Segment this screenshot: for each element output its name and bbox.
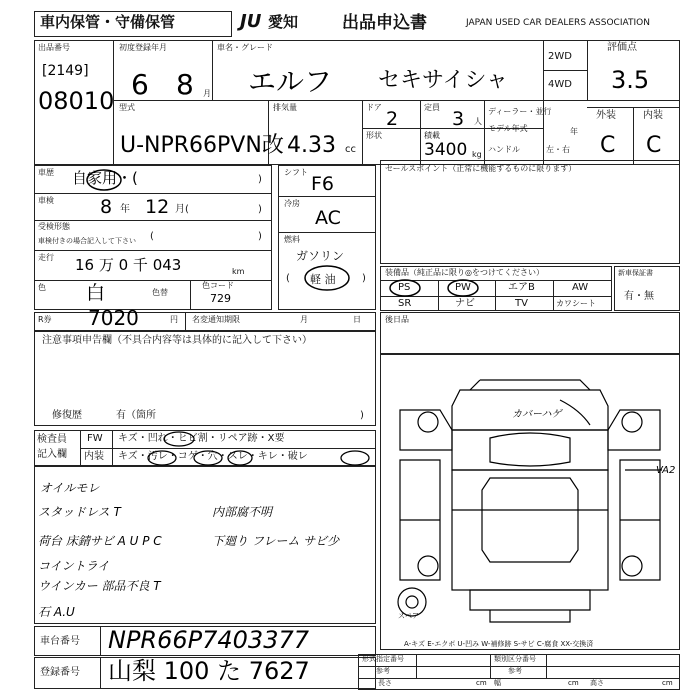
- registration-value: 山梨 100 た 7627: [108, 657, 310, 685]
- color-label: 色: [38, 283, 46, 292]
- doors-label: ドア: [366, 103, 382, 112]
- dent-circle: [162, 431, 196, 447]
- fuel-type: ガソリン: [296, 249, 345, 263]
- note-right-1: 内部腐不明: [212, 505, 273, 519]
- year-unit: 年: [570, 127, 578, 136]
- fuel-close: ): [362, 273, 366, 284]
- note-right-2: 下廻り フレーム サビ少: [212, 534, 340, 548]
- ref-2: 参考: [508, 667, 522, 675]
- repaint-label: 色替: [152, 288, 168, 297]
- equip-sr: SR: [398, 298, 412, 309]
- sales-point-label: セールスポイント（正常に機能するものに限ります）: [385, 164, 577, 173]
- inspection-interior-items: キズ・汚レ・コゲ・穴・スレ・キレ・破レ: [118, 451, 308, 462]
- model-year-label: モデル年式: [488, 124, 528, 133]
- capacity-value: 3: [452, 108, 465, 130]
- equip-seat: カワシート: [556, 299, 596, 308]
- storage-label: 車内保管・守備保管: [40, 13, 176, 31]
- mileage-label: 走行: [38, 253, 54, 262]
- width-cm: cm: [568, 679, 579, 687]
- ps-circle: [388, 279, 422, 297]
- shaken-year-unit: 年: [120, 204, 130, 215]
- car-grade: セキサイシャ: [378, 68, 509, 93]
- inspector-label: 検査員: [37, 434, 67, 445]
- ac-value: AC: [315, 207, 341, 229]
- after-market-block: [380, 312, 680, 354]
- height-label: 高さ: [590, 679, 604, 687]
- fuel-diesel: 軽 油: [310, 273, 336, 286]
- note-line-2: スタッドレス T: [38, 505, 121, 519]
- car-name-label: 車名・グレード: [217, 43, 273, 52]
- tax-label: R券: [38, 315, 52, 324]
- recipient-note: 車検付きの場合記入して下さい: [38, 237, 136, 245]
- note-line-5: ウインカー 部品不良 T: [38, 579, 161, 593]
- equip-pw: PW: [455, 282, 471, 293]
- shaken-label: 車検: [38, 196, 54, 205]
- diagram-note-1: カバーハゲ: [512, 409, 562, 420]
- repair-value: 有（箇所: [116, 410, 156, 421]
- shaken-month-unit: 月(: [175, 204, 189, 215]
- first-reg-month: 8: [176, 68, 194, 101]
- repair-label: 修復歴: [52, 410, 82, 421]
- recipient-close: ): [258, 231, 262, 242]
- color-code: 729: [210, 292, 231, 305]
- expiry-day: 日: [353, 315, 361, 324]
- kg-unit: kg: [472, 150, 482, 159]
- shift-label: シフト: [284, 168, 308, 177]
- diagram-note-2: VA2: [656, 465, 676, 476]
- history-value: 自家用・(: [72, 169, 138, 187]
- logo-icon: JU: [240, 11, 262, 32]
- damage-legend: A-キズ E-エクボ U-凹み W-補修跡 S-サビ C-腐食 XX-交換済: [404, 640, 594, 648]
- lot-number: 08010: [38, 87, 115, 115]
- interior-label: 内装: [643, 110, 663, 121]
- shift-value: F6: [311, 173, 335, 195]
- chassis-value: NPR66P7403377: [108, 626, 309, 654]
- fuel-circle: [302, 264, 352, 292]
- lot-code: [2149]: [42, 63, 89, 79]
- repair-close: ): [360, 410, 364, 421]
- equip-tv: TV: [515, 298, 528, 309]
- lot-label: 出品番号: [38, 43, 70, 52]
- fuel-open: (: [286, 273, 290, 284]
- fw-label: FW: [87, 433, 103, 444]
- expiry-month: 月: [300, 315, 308, 324]
- cc-unit: cc: [345, 144, 356, 155]
- shape-label: 形状: [366, 131, 382, 140]
- cert-label: 形式指定番号: [362, 655, 404, 663]
- first-reg-year: 6: [131, 68, 149, 101]
- displacement-value: 4.33: [287, 133, 336, 158]
- expiry-label: 名変通知期限: [192, 315, 240, 324]
- capacity-label: 定員: [424, 103, 440, 112]
- shaken-month: 12: [145, 196, 170, 218]
- ref-1: 参考: [376, 667, 390, 675]
- equip-aw: AW: [572, 282, 589, 293]
- form-title: 出品申込書: [342, 13, 427, 33]
- first-reg-label: 初度登録年月: [119, 43, 167, 52]
- recipient-label: 受検形態: [38, 222, 70, 231]
- load-label: 積載: [424, 131, 440, 140]
- model-label: 型式: [119, 103, 135, 112]
- association-name: JAPAN USED CAR DEALERS ASSOCIATION: [466, 18, 650, 28]
- after-market-label: 後日品: [385, 315, 409, 324]
- spare-label: スペア: [398, 612, 419, 620]
- dealer-label: ディーラー・並行: [488, 107, 552, 116]
- mileage-unit: km: [232, 267, 245, 276]
- interior-grade: C: [646, 133, 662, 158]
- shaken-close: ): [258, 204, 262, 215]
- notes-label: 注意事項申告欄（不具合内容等は具体的に記入して下さい）: [42, 335, 312, 346]
- note-line-3: 荷台 床錆サビ A U P C: [38, 534, 162, 548]
- fw-items: キズ・凹れ・ヒビ割・リペア跡・X要: [118, 433, 285, 444]
- chassis-label: 車台番号: [40, 636, 80, 647]
- capacity-unit: 人: [474, 117, 482, 126]
- note-line-4: コイントライ: [38, 559, 110, 573]
- exterior-grade: C: [600, 133, 616, 158]
- handle-options: 左・右: [546, 145, 570, 154]
- history-circle: [84, 167, 124, 193]
- drive-2wd: 2WD: [548, 51, 572, 62]
- width-label: 幅: [494, 679, 501, 687]
- rating-label: 評価点: [607, 42, 637, 53]
- history-close: ): [258, 174, 262, 185]
- shaken-year: 8: [100, 196, 113, 218]
- length-label: 長さ: [378, 679, 392, 687]
- sales-point-block: [380, 160, 680, 264]
- length-cm: cm: [476, 679, 487, 687]
- fuel-label: 燃料: [284, 235, 300, 244]
- note-line-6: 石 A.U: [38, 605, 75, 619]
- displacement-label: 排気量: [273, 103, 297, 112]
- registration-label: 登録番号: [40, 667, 80, 678]
- tax-unit: 円: [170, 315, 178, 324]
- equip-airbag: エアB: [508, 282, 535, 293]
- car-name: エルフ: [248, 65, 333, 98]
- note-line-1: オイルモレ: [40, 481, 100, 495]
- warranty-label: 新車保証書: [618, 269, 653, 277]
- recipient-open: (: [150, 231, 154, 242]
- color-code-label: 色コード: [202, 281, 234, 290]
- load-value: 3400: [424, 140, 468, 160]
- model-code: U-NPR66PVN改: [120, 133, 284, 158]
- exterior-label: 外装: [596, 110, 616, 121]
- ac-label: 冷房: [284, 199, 300, 208]
- history-label: 車歴: [38, 168, 54, 177]
- inspection-interior-label: 内装: [84, 451, 104, 462]
- color-value: 白: [86, 282, 106, 304]
- equip-ps: PS: [398, 282, 411, 293]
- org-name: 愛知: [268, 13, 299, 31]
- month-unit: 月: [203, 89, 211, 98]
- height-cm: cm: [662, 679, 673, 687]
- entry-label: 記入欄: [37, 449, 67, 460]
- warranty-value: 有・無: [624, 291, 654, 302]
- pw-circle: [446, 279, 480, 297]
- equipment-label: 装備品（純正品に限り◎をつけてください）: [385, 268, 544, 277]
- handle-label: ハンドル: [488, 145, 520, 154]
- drive-4wd: 4WD: [548, 79, 572, 90]
- tax-value: 7020: [88, 306, 139, 330]
- doors-value: 2: [386, 108, 399, 130]
- interior-marks: [130, 449, 380, 467]
- rating-value: 3.5: [611, 66, 650, 94]
- equip-navi: ナビ: [455, 298, 475, 309]
- category-label: 類別区分番号: [494, 655, 536, 663]
- mileage-value: 16 万 0 千 043: [75, 256, 182, 274]
